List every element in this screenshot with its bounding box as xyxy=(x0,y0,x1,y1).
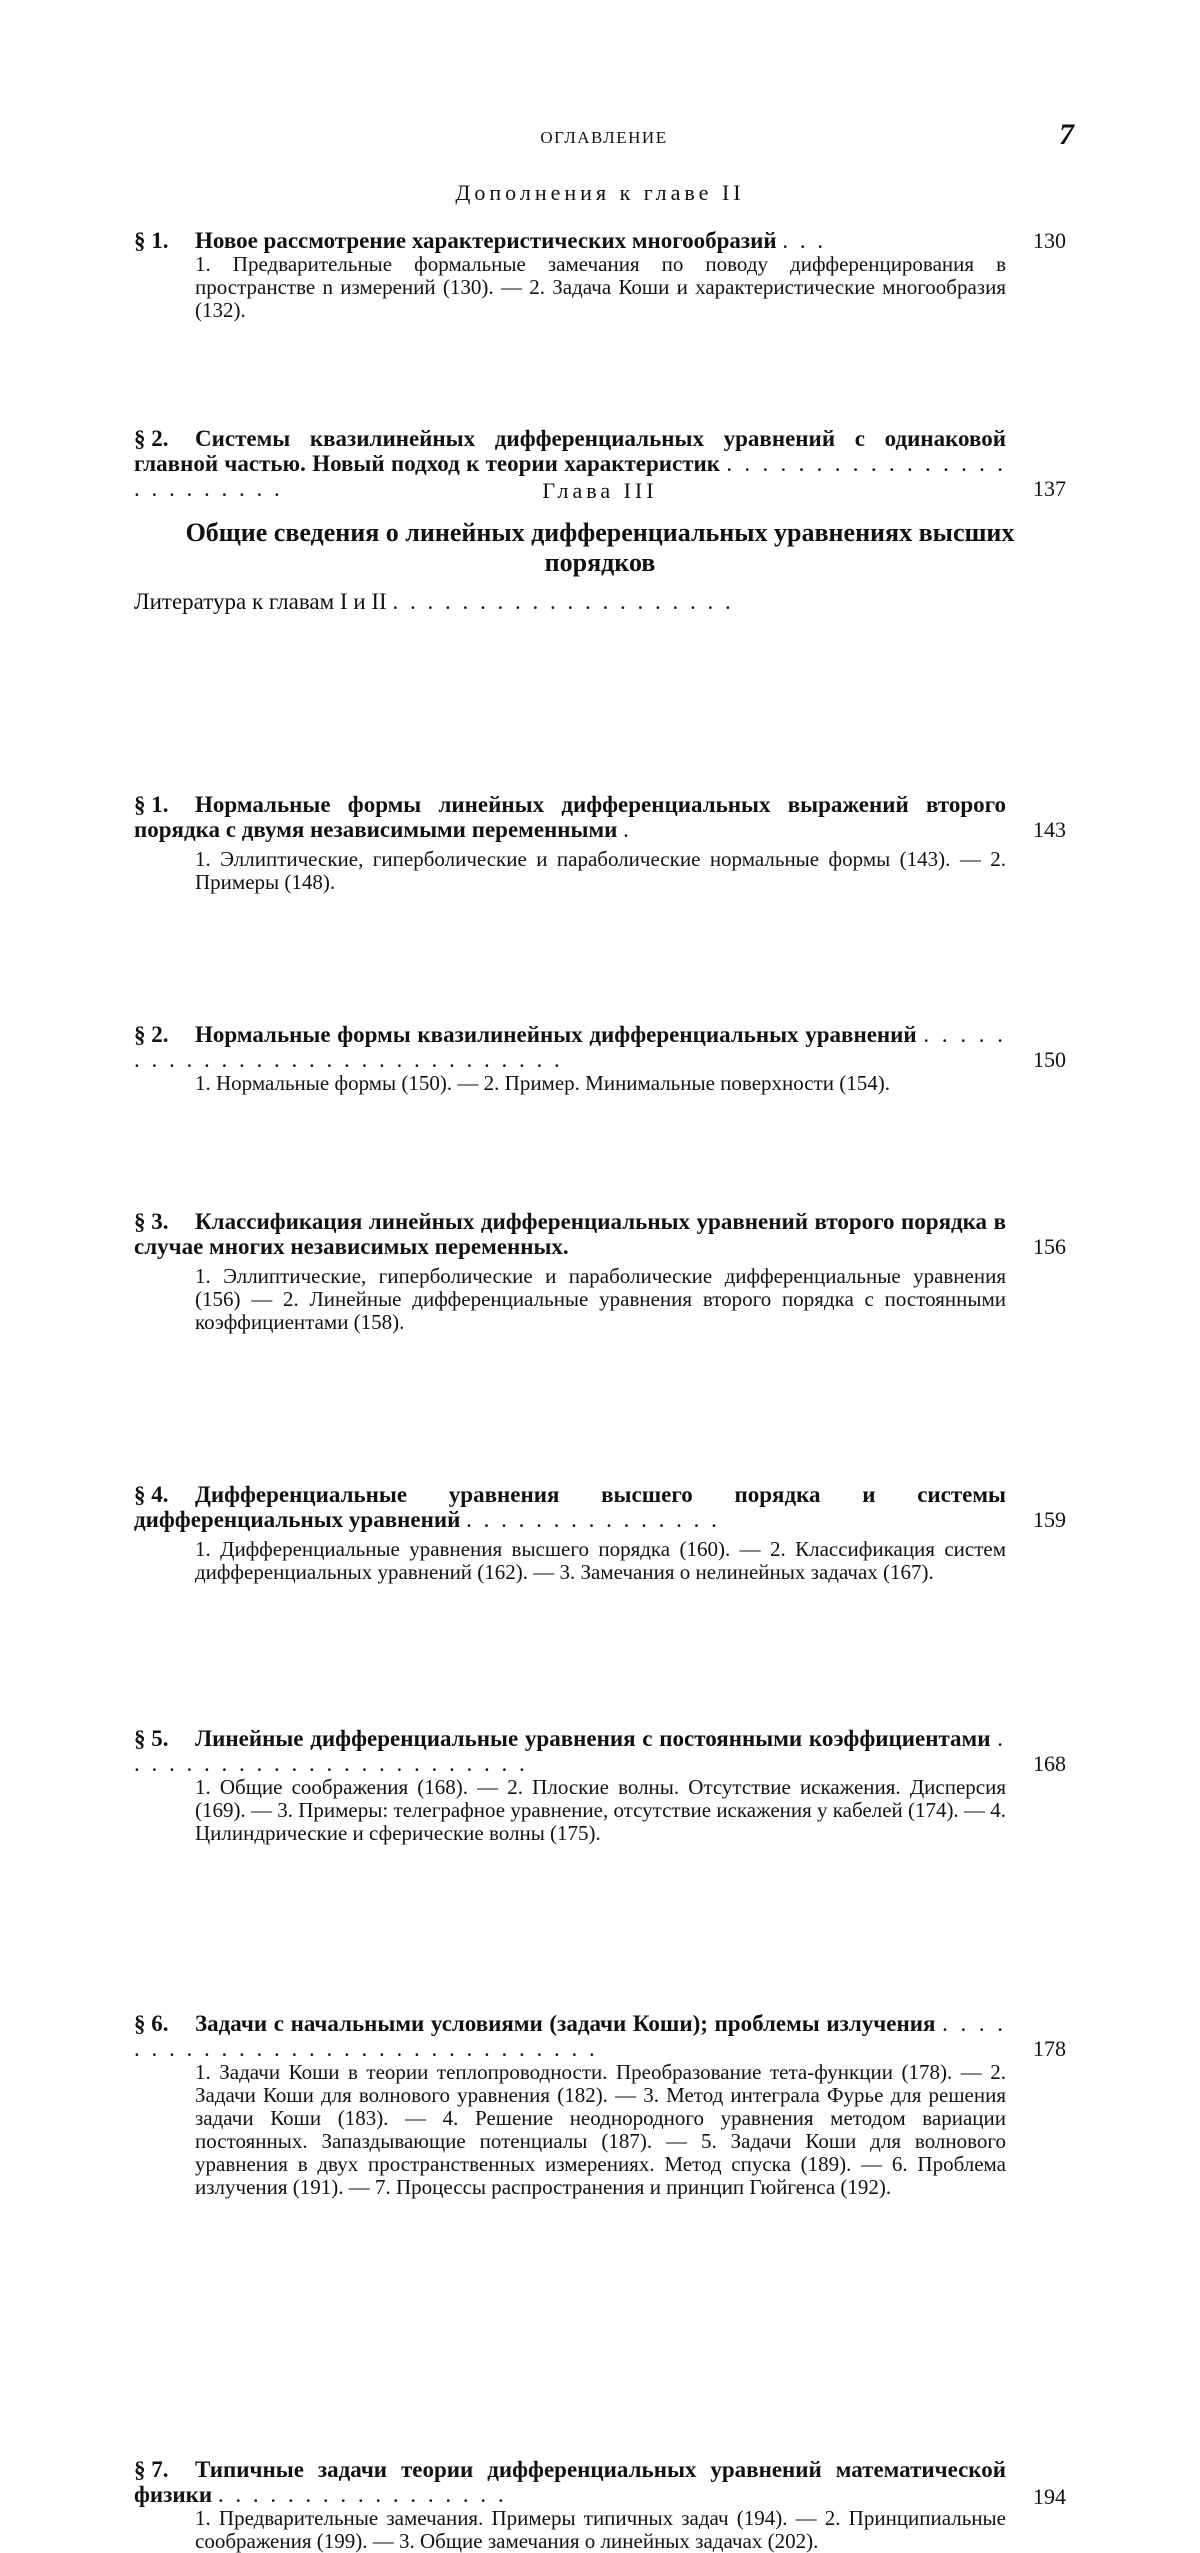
dot-leader: . . . . . . . . . . . . . . . . . . . . . . . . . xyxy=(134,451,1006,501)
dot-leader: . . . . . . . . . . . . . . . . . . . . . . . . . . . . . . xyxy=(134,1022,1007,1072)
dot-leader: . . . . . . . . . . . . . . . xyxy=(466,1507,720,1532)
entry-subtopics: 1. Предварительные замечания. Примеры типичных задач (194). — 2. Принципиальные соображения (199). — 3. Общие замечания о линейных задачах (202). xyxy=(195,2506,1006,2553)
chapter-title: Общие сведения о линейных дифференциальных уравнениях высших порядков xyxy=(185,518,1015,577)
entry-page-number: 194 xyxy=(1033,2484,1066,2509)
entry-subtopics: 1. Задачи Коши в теории теплопроводности. Преобразование тета-функции (178). — 2. Задачи Коши для волнового уравнения (182). — 3. Метод интеграла Фурье для решения задачи Коши (183). — 4. Решение неоднородного уравнения методом вариации постоянных. Запаздывающие потенциалы (187). — 5. Задачи Коши для волнового уравнения в двух пространственных измерениях. Метод спуска (189). — 6. Проблема излучения (191). — 7. Процессы распространения и принцип Гюйгенса (192). xyxy=(195,2060,1006,2199)
entry-subtopics: 1. Эллиптические, гиперболические и параболические дифференциальные уравнения (156) — 2. Линейные дифференциальные уравнения второго порядка с постоянными коэффициентами (158). xyxy=(195,1264,1006,1334)
chapter-label: Глава III xyxy=(542,478,658,503)
entry-title-text: Линейные дифференциальные уравнения с постоянными коэффициентами xyxy=(195,1726,991,1751)
section-number: § 7. xyxy=(134,2457,169,2482)
chapter-entry-6[interactable] xyxy=(134,2011,1066,2199)
entry-title xyxy=(134,1209,1006,1259)
entry-title xyxy=(134,2457,1006,2507)
section-number: § 1. xyxy=(134,228,169,253)
entry-title xyxy=(134,1022,1006,1072)
entry-page-number: 168 xyxy=(1033,1751,1066,1776)
entry-title xyxy=(134,1726,1006,1776)
entry-title-text: Классификация линейных дифференциальных уравнений второго порядка в случае многих независимых переменных. xyxy=(134,1209,1006,1259)
chapter-entry-7[interactable] xyxy=(134,2457,1066,2553)
chapter-entry-3[interactable] xyxy=(134,1209,1066,1334)
chapter-entry-2[interactable] xyxy=(134,1022,1066,1095)
dot-leader: . xyxy=(623,817,632,842)
dot-leader: . . . . . . . . . . . . . . . . . . . . . . . . . . . . . . . xyxy=(134,2011,1006,2061)
literature-text: Литература к главам I и II xyxy=(134,589,387,614)
entry-page-number: 150 xyxy=(1033,1047,1066,1072)
entry-page-number: 143 xyxy=(1033,817,1066,842)
dot-leader: . . . . . . . . . . . . . . . . . . . . . . . . xyxy=(134,1726,1007,1776)
section-number: § 3. xyxy=(134,1209,169,1234)
entry-title-text: Дифференциальные уравнения высшего порядка и системы дифференциальных уравнений xyxy=(134,1482,1006,1532)
entry-title-text: Системы квазилинейных дифференциальных уравнений с одинаковой главной частью. Новый подход к теории характеристик xyxy=(134,426,1006,476)
chapter-entry-5[interactable] xyxy=(134,1726,1066,1845)
section-number: § 4. xyxy=(134,1482,169,1507)
entry-title-text: Нормальные формы квазилинейных дифференциальных уравнений xyxy=(195,1022,917,1047)
entry-page-number: 156 xyxy=(1033,1234,1066,1259)
entry-title-text: Типичные задачи теории дифференциальных уравнений математической физики xyxy=(134,2457,1006,2507)
entry-page-number: 130 xyxy=(1033,228,1066,253)
entry-page-number: 178 xyxy=(1033,2036,1066,2061)
section-number: § 2. xyxy=(134,1022,169,1047)
entry-title-text: Задачи с начальными условиями (задачи Коши); проблемы излучения xyxy=(195,2011,936,2036)
entry-title xyxy=(134,792,1006,842)
entry-title-text: Нормальные формы линейных дифференциальных выражений второго порядка с двумя независимыми переменными xyxy=(134,792,1006,842)
entry-subtopics: 1. Дифференциальные уравнения высшего порядка (160). — 2. Классификация систем дифференциальных уравнений (162). — 3. Замечания о нелинейных задачах (167). xyxy=(195,1537,1006,1584)
page-number: 7 xyxy=(1059,118,1074,151)
entry-title-text: Новое рассмотрение характеристических многообразий xyxy=(195,228,777,253)
entry-title xyxy=(134,1482,1006,1532)
entry-title xyxy=(134,2011,1006,2061)
dot-leader: . . . xyxy=(782,228,827,253)
literature-entry[interactable] xyxy=(134,589,1066,614)
dot-leader: . . . . . . . . . . . . . . . . . xyxy=(217,2482,507,2507)
section-number: § 5. xyxy=(134,1726,169,1751)
chapter-entry-1[interactable] xyxy=(134,792,1066,894)
section-number: § 1. xyxy=(134,792,169,817)
entry-page-number: 159 xyxy=(1033,1507,1066,1532)
entry-subtopics: 1. Нормальные формы (150). — 2. Пример. Минимальные поверхности (154). xyxy=(195,1071,891,1095)
section-number: § 2. xyxy=(134,426,169,451)
running-title: ОГЛАВЛЕНИЕ xyxy=(540,128,668,147)
entry-page-number: 137 xyxy=(1033,476,1066,501)
section-number: § 6. xyxy=(134,2011,169,2036)
dot-leader: . . . . . . . . . . . . . . . . . . . . xyxy=(392,589,734,614)
chapter-entry-4[interactable] xyxy=(134,1482,1066,1584)
supplement-heading: Дополнения к главе II xyxy=(455,180,745,205)
entry-subtopics: 1. Общие соображения (168). — 2. Плоские волны. Отсутствие искажения. Дисперсия (169). — 3. Примеры: телеграфное уравнение, отсутствие искажения у кабелей (174). — 4. Цилиндрические и сферические волны (175). xyxy=(195,1775,1006,1845)
entry-subtopics: 1. Эллиптические, гиперболические и параболические нормальные формы (143). — 2. Примеры (148). xyxy=(195,847,1006,894)
entry-subtopics: 1. Предварительные формальные замечания по поводу дифференцирования в пространстве n измерений (130). — 2. Задача Коши и характеристические многообразия (132). xyxy=(195,252,1006,322)
